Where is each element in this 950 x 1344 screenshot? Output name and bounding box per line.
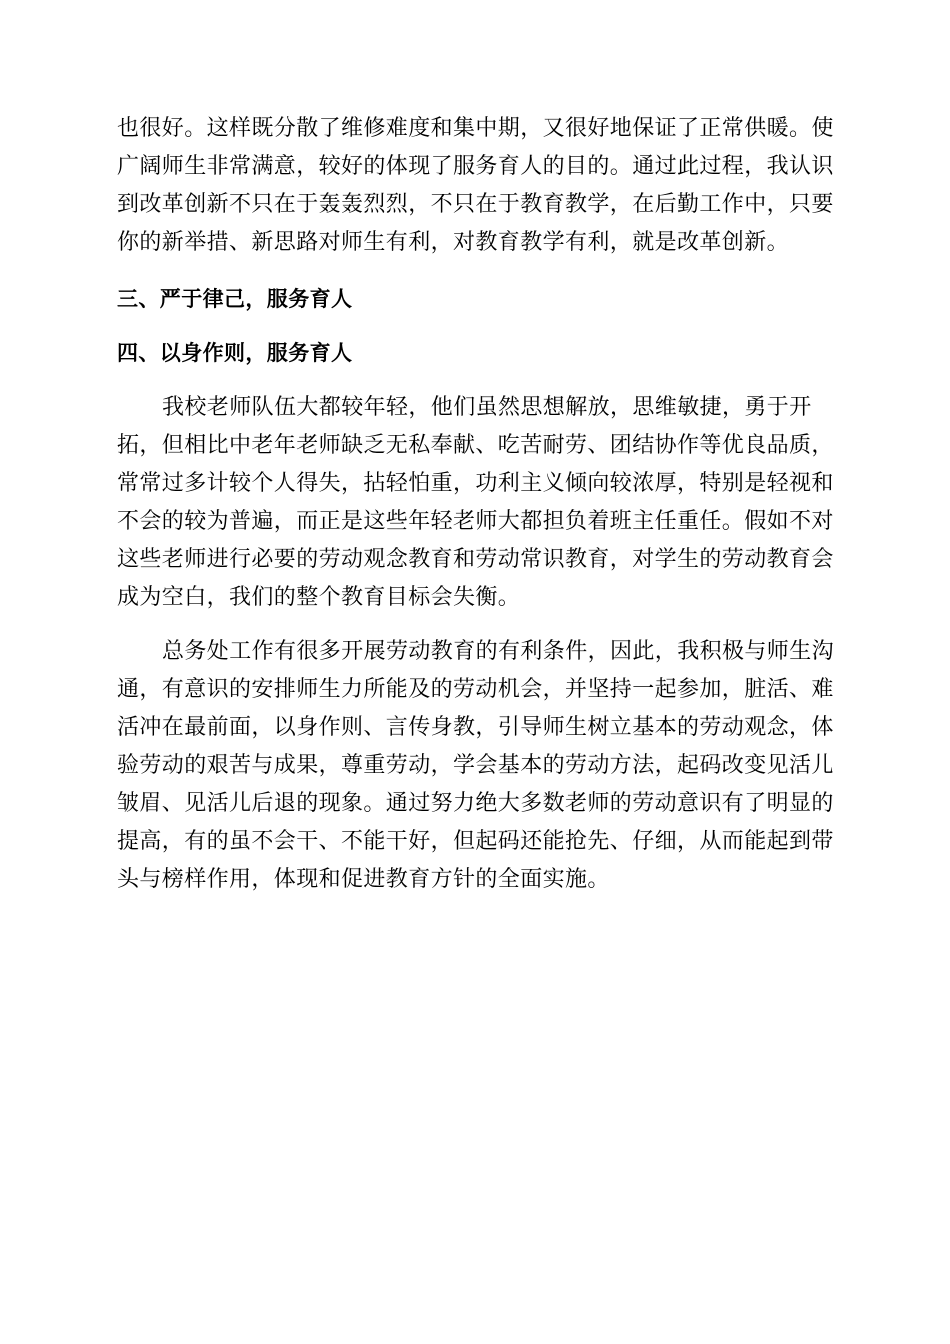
paragraph-line: 通，有意识的安排师生力所能及的劳动机会，并坚持一起参加，脏活、难: [117, 677, 834, 702]
paragraph-line: 提高，有的虽不会干、不能干好，但起码还能抢先、仔细，从而能起到带: [117, 829, 834, 854]
paragraph-line: 常常过多计较个人得失，拈轻怕重，功利主义倾向较浓厚，特别是轻视和: [117, 471, 834, 496]
paragraph-line: 皱眉、见活儿后退的现象。通过努力绝大多数老师的劳动意识有了明显的: [117, 791, 834, 816]
paragraph-line: 广阔师生非常满意，较好的体现了服务育人的目的。通过此过程，我认识: [117, 154, 834, 179]
paragraph-line: 这些老师进行必要的劳动观念教育和劳动常识教育，对学生的劳动教育会: [117, 547, 834, 572]
paragraph-line: 活冲在最前面，以身作则、言传身教，引导师生树立基本的劳动观念，体: [117, 715, 834, 740]
paragraph-line: 不会的较为普遍，而正是这些年轻老师大都担负着班主任重任。假如不对: [117, 509, 834, 534]
section-heading-4: 四、以身作则，服务育人: [117, 341, 353, 365]
paragraph-line: 验劳动的艰苦与成果，尊重劳动，学会基本的劳动方法，起码改变见活儿: [117, 753, 834, 778]
section-heading-3: 三、严于律己，服务育人: [117, 287, 353, 311]
paragraph-line: 总务处工作有很多开展劳动教育的有利条件，因此，我积极与师生沟: [162, 639, 835, 664]
paragraph-line: 到改革创新不只在于轰轰烈烈，不只在于教育教学，在后勤工作中，只要: [117, 192, 834, 217]
paragraph-line: 拓，但相比中老年老师缺乏无私奉献、吃苦耐劳、团结协作等优良品质，: [117, 433, 834, 458]
paragraph-line: 我校老师队伍大都较年轻，他们虽然思想解放，思维敏捷，勇于开: [162, 395, 812, 420]
paragraph-line: 头与榜样作用，体现和促进教育方针的全面实施。: [117, 867, 610, 892]
paragraph-line: 你的新举措、新思路对师生有利，对教育教学有利，就是改革创新。: [117, 230, 790, 255]
paragraph-line: 也很好。这样既分散了维修难度和集中期，又很好地保证了正常供暖。使: [117, 116, 834, 141]
paragraph-line: 成为空白，我们的整个教育目标会失衡。: [117, 585, 521, 610]
